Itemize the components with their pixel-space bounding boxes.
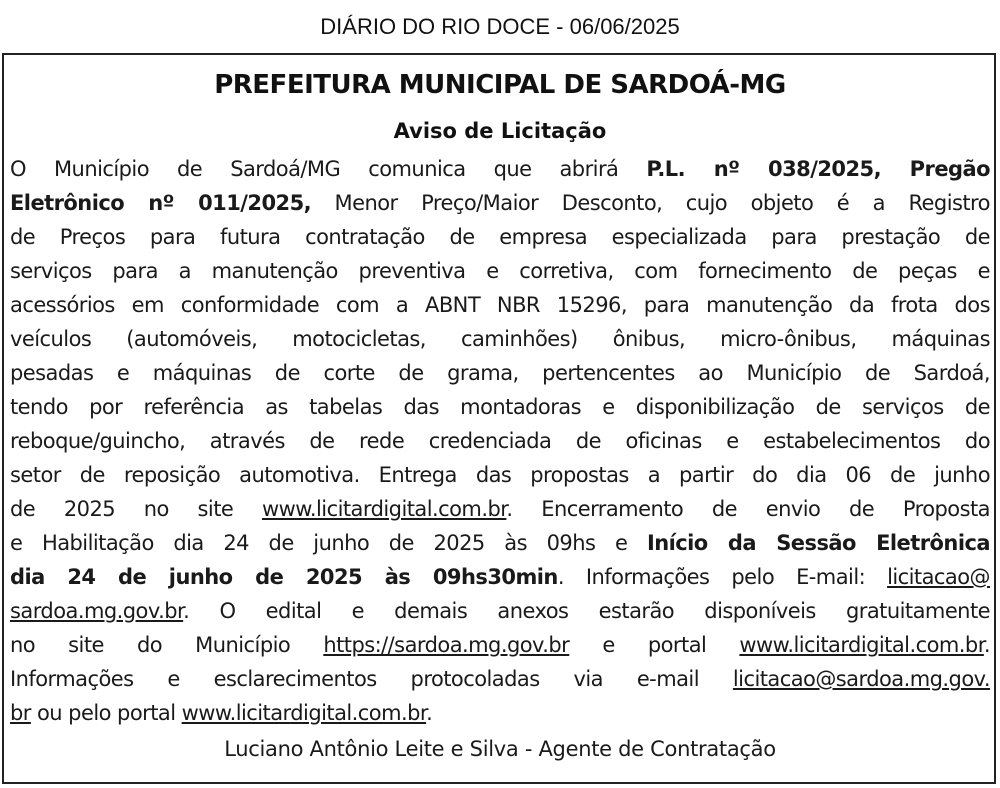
- body-text-segment: acessórios em conformidade com a ABNT NBR 15296, para manutenção da frota dos: [10, 293, 990, 317]
- body-line: [10, 628, 990, 662]
- body-line: [10, 356, 990, 390]
- body-text-segment: tendo por referência as tabelas das montadoras e disponibilização de serviços de: [10, 395, 990, 419]
- link-text[interactable]: www.licitardigital.com.br: [739, 633, 984, 657]
- body-text-segment: . O edital e demais anexos estarão disponíveis gratuitamente: [183, 599, 990, 623]
- body-line: [10, 390, 990, 424]
- link-text[interactable]: sardoa.mg.gov.br: [10, 599, 184, 623]
- body-text-segment: setor de reposição automotiva. Entrega das propostas a partir do dia 06 de junho: [10, 463, 990, 487]
- link-text[interactable]: licitacao@: [887, 565, 990, 589]
- body-text-segment: de 2025 no site: [10, 497, 262, 521]
- body-line: [10, 492, 990, 526]
- signature-line: Luciano Antônio Leite e Silva - Agente de Contratação: [224, 737, 776, 761]
- body-line: [10, 458, 990, 492]
- bold-text-segment: P.L. nº 038/2025, Pregão: [646, 157, 990, 181]
- notice-subtitle: Aviso de Licitação: [393, 119, 607, 143]
- body-line: [10, 696, 990, 730]
- link-text[interactable]: www.licitardigital.com.br: [181, 701, 427, 725]
- body-text-segment: . Informações pelo E-mail:: [557, 565, 888, 589]
- body-line: [10, 560, 990, 594]
- body-text-segment: de Preços para futura contratação de empresa especializada para prestação de: [10, 225, 990, 249]
- body-line: [10, 662, 990, 696]
- notice-body-text: [10, 152, 990, 730]
- body-text-segment: Informações e esclarecimentos protocoladas via e-mail: [10, 667, 733, 691]
- body-line: [10, 152, 990, 186]
- body-line: [10, 288, 990, 322]
- body-line: [10, 594, 990, 628]
- link-text[interactable]: br: [10, 701, 31, 725]
- body-line: [10, 424, 990, 458]
- link-text[interactable]: licitacao@sardoa.mg.gov.: [732, 667, 990, 691]
- body-line: [10, 254, 990, 288]
- body-text-segment: ou pelo portal: [30, 701, 182, 725]
- body-line: [10, 322, 990, 356]
- link-text[interactable]: www.licitardigital.com.br: [261, 497, 507, 521]
- body-text-segment: reboque/guincho, através de rede credenciada de oficinas e estabelecimentos do: [10, 429, 990, 453]
- body-text-segment: e portal: [569, 633, 740, 657]
- bold-text-segment: Eletrônico nº 011/2025,: [10, 191, 312, 215]
- bold-text-segment: dia 24 de junho de 2025 às 09hs30min: [10, 565, 558, 589]
- body-line: [10, 220, 990, 254]
- bold-text-segment: Início da Sessão Eletrônica: [646, 531, 990, 555]
- notice-title: PREFEITURA MUNICIPAL DE SARDOÁ-MG: [214, 70, 786, 100]
- body-line: [10, 186, 990, 220]
- body-line: [10, 526, 990, 560]
- body-text-segment: serviços para a manutenção preventiva e corretiva, com fornecimento de peças e: [10, 259, 990, 283]
- body-text-segment: veículos (automóveis, motocicletas, caminhões) ônibus, micro-ônibus, máquinas: [10, 327, 990, 351]
- body-text-segment: O Município de Sardoá/MG comunica que abrirá: [10, 157, 647, 181]
- body-text-segment: no site do Município: [10, 633, 324, 657]
- body-text-segment: Menor Preço/Maior Desconto, cujo objeto é a Registro: [311, 191, 990, 215]
- link-text[interactable]: https://sardoa.mg.gov.br: [323, 633, 570, 657]
- body-text-segment: .: [983, 633, 990, 657]
- body-text-segment: e Habilitação dia 24 de junho de 2025 às 09hs e: [10, 531, 647, 555]
- body-text-segment: .: [426, 701, 433, 725]
- newspaper-masthead: DIÁRIO DO RIO DOCE - 06/06/2025: [320, 14, 680, 39]
- body-text-segment: . Encerramento de envio de Proposta: [506, 497, 990, 521]
- body-text-segment: pesadas e máquinas de corte de grama, pertencentes ao Município de Sardoá,: [10, 361, 990, 385]
